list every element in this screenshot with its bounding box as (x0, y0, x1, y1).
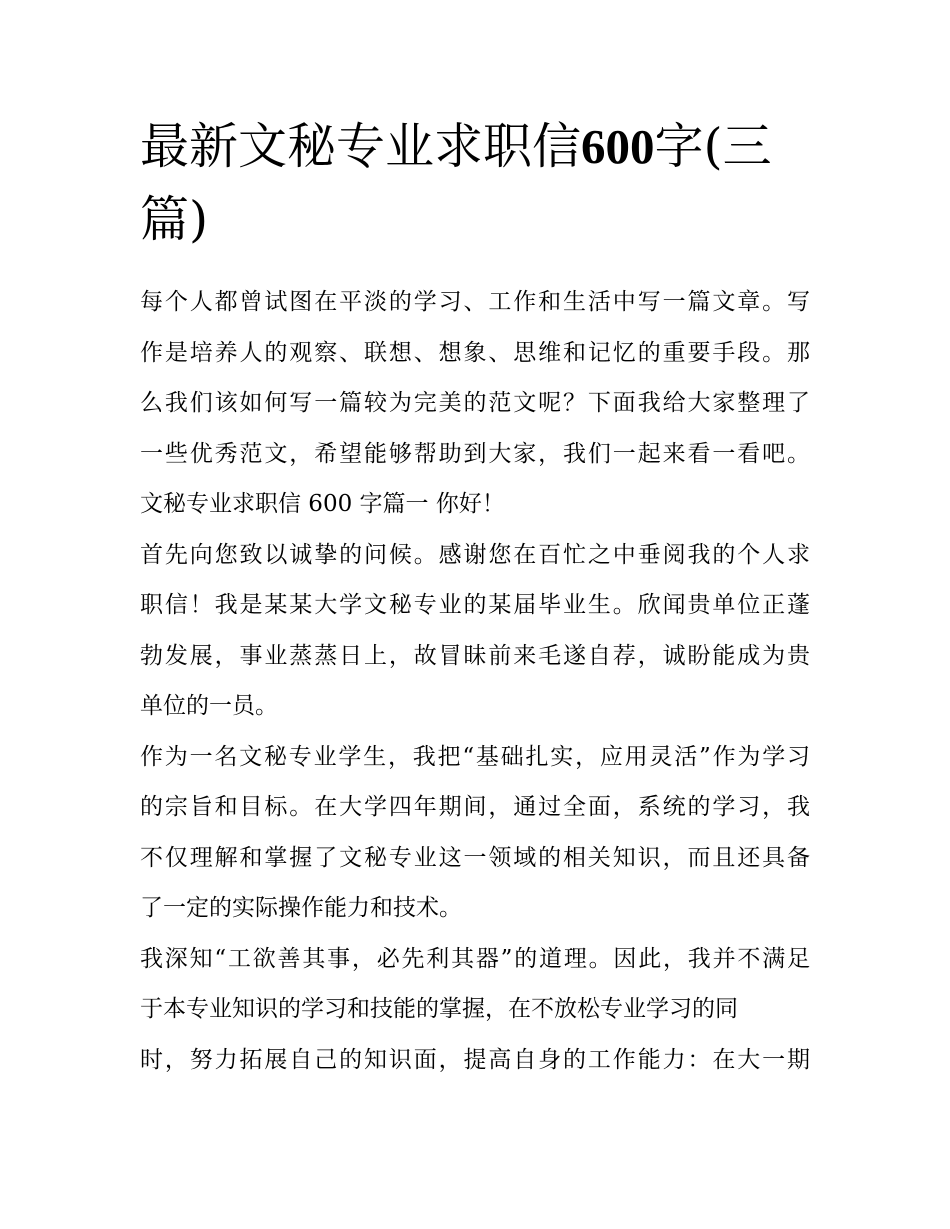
body-line: 么我们该如何写一篇较为完美的范文呢？下面我给大家整理了 (140, 390, 810, 416)
body-line: 了一定的实际操作能力和技术。 (140, 895, 462, 921)
body-line: 职信！我是某某大学文秘专业的某届毕业生。欣闻贵单位正蓬 (140, 592, 810, 618)
title-number: 600 (581, 119, 655, 174)
body-line: 于本专业知识的学习和技能的掌握，在不放松专业学习的同 (140, 996, 738, 1022)
title-text-part2: 字(三 (654, 118, 772, 175)
body-line: 作为一名文秘专业学生，我把“基础扎实，应用灵活”作为学习 (140, 743, 810, 770)
body-line: 单位的一员。 (140, 693, 278, 719)
document-body (140, 277, 810, 1085)
document-title (140, 110, 830, 256)
body-line: 勃发展，事业蒸蒸日上，故冒昧前来毛遂自荐，诚盼能成为贵 (140, 642, 810, 669)
title-text-line2: 篇) (140, 191, 209, 248)
body-line: 文秘专业求职信 600 字篇一 你好！ (140, 491, 505, 517)
body-line: 的宗旨和目标。在大学四年期间，通过全面，系统的学习，我 (140, 794, 810, 820)
body-line: 作是培养人的观察、联想、想象、思维和记忆的重要手段。那 (140, 339, 810, 366)
body-line: 首先向您致以诚挚的问候。感谢您在百忙之中垂阅我的个人求 (140, 541, 810, 568)
body-line: 每个人都曾试图在平淡的学习、工作和生活中写一篇文章。写 (140, 289, 810, 315)
title-text-part1: 最新文秘专业求职信 (140, 118, 582, 175)
body-line: 我深知“工欲善其事，必先利其器”的道理。因此，我并不满足 (140, 945, 810, 972)
body-line: 一些优秀范文，希望能够帮助到大家，我们一起来看一看吧。 (140, 440, 810, 467)
body-line: 不仅理解和掌握了文秘专业这一领域的相关知识，而且还具备 (140, 844, 810, 871)
body-line: 时，努力拓展自己的知识面，提高自身的工作能力：在大一期 (140, 1046, 810, 1073)
